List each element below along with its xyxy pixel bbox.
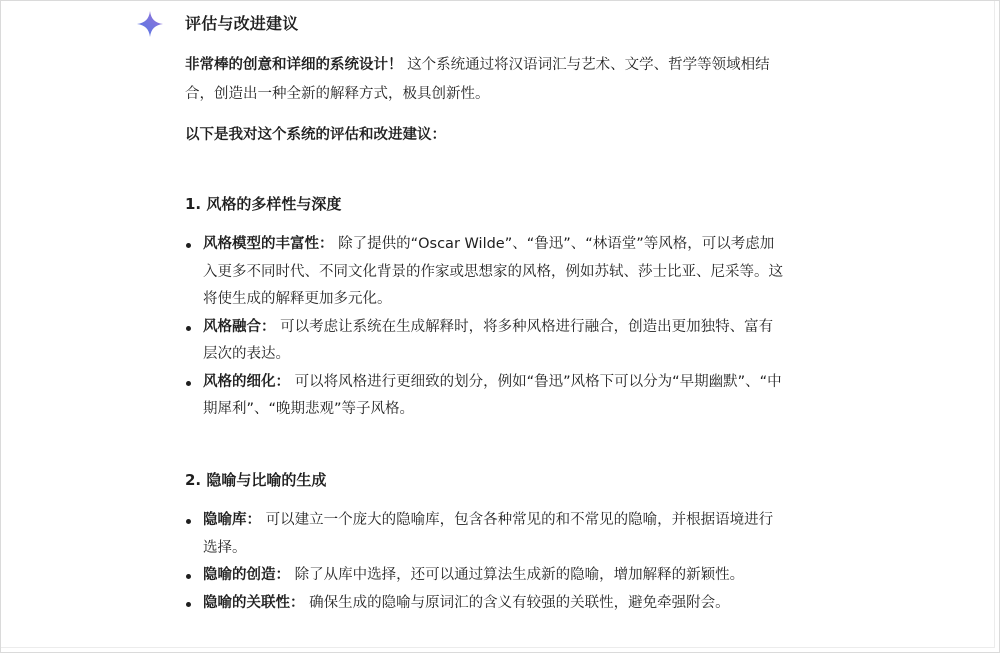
list-item: [185, 231, 785, 314]
intro-text: 这个系统通过将汉语词汇与艺术、文学、哲学等领域相结合，创造出一种全新的解释方式，极具创新性。: [185, 57, 770, 102]
bullet-list: [185, 231, 785, 424]
item-label: 风格的细化：: [203, 373, 290, 390]
item-text: 除了从库中选择，还可以通过算法生成新的隐喻，增加解释的新颖性。: [290, 567, 745, 583]
section-heading: 1. 风格的多样性与深度: [185, 195, 342, 213]
intro-bold: 非常棒的创意和详细的系统设计！: [185, 57, 403, 73]
section-heading: 2. 隐喻与比喻的生成: [185, 471, 327, 489]
intro-paragraph: [185, 51, 795, 109]
item-label: 隐喻的创造：: [203, 567, 290, 583]
item-label: 风格模型的丰富性：: [203, 236, 334, 252]
item-text: 可以考虑让系统在生成解释时，将多种风格进行融合，创造出更加独特、富有层次的表达。: [203, 318, 774, 362]
response-title: 评估与改进建议: [185, 14, 299, 33]
item-text: 可以将风格进行更细致的划分，例如“鲁迅”风格下可以分为“早期幽默”、“中期犀利”、“晚期悲观”等子风格。: [203, 373, 782, 417]
list-item: [185, 590, 785, 618]
list-item: [185, 507, 785, 562]
list-item: [185, 314, 785, 369]
frame-edge: [1, 647, 995, 648]
item-text: 可以建立一个庞大的隐喻库，包含各种常见的和不常见的隐喻，并根据语境进行选择。: [203, 512, 774, 556]
list-item: [185, 369, 785, 424]
lead-sentence: 以下是我对这个系统的评估和改进建议：: [185, 127, 446, 143]
frame-edge: [994, 1, 995, 648]
item-text: 除了提供的“Oscar Wilde”、“鲁迅”、“林语堂”等风格，可以考虑加入更多不同时代、不同文化背景的作家或思想家的风格，例如苏轼、莎士比亚、尼采等。这将使生成的解释更加多元化。: [203, 236, 783, 307]
gemini-sparkle-icon: [136, 10, 164, 38]
list-item: [185, 562, 785, 590]
item-label: 隐喻库：: [203, 512, 261, 528]
item-label: 隐喻的关联性：: [203, 594, 305, 611]
bullet-list: [185, 507, 785, 617]
item-text: 确保生成的隐喻与原词汇的含义有较强的关联性，避免牵强附会。: [304, 594, 730, 611]
item-label: 风格融合：: [203, 318, 276, 335]
